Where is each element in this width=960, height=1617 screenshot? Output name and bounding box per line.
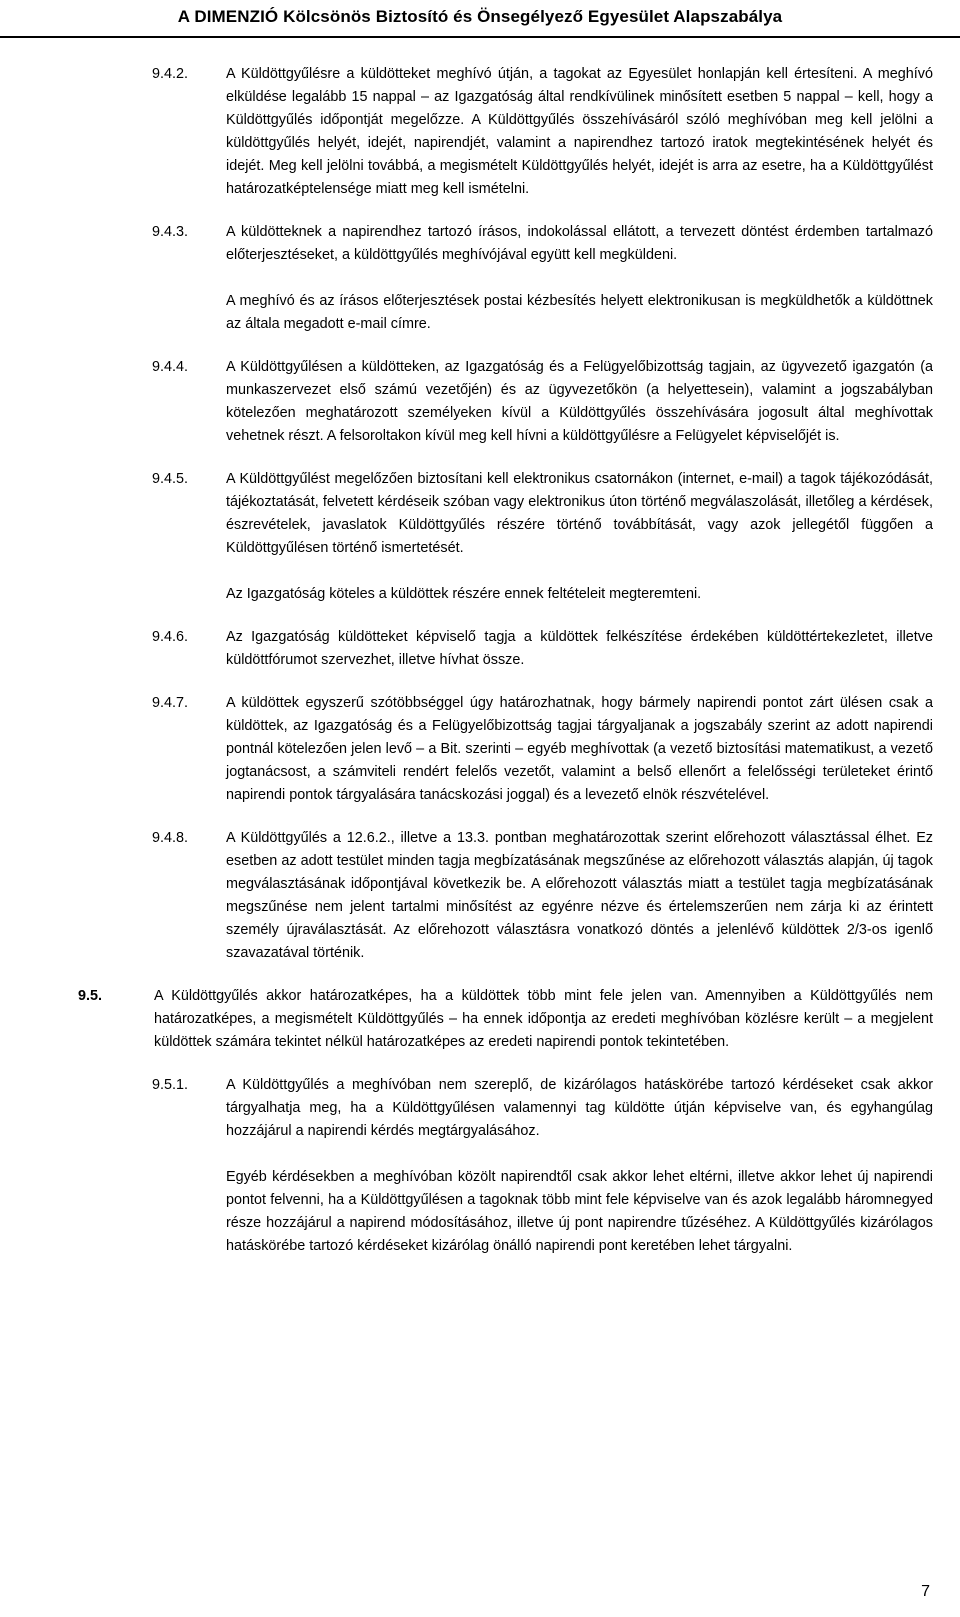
- section-paragraph: A küldöttek egyszerű szótöbbséggel úgy határozhatnak, hogy bármely napirendi pontot zárt ülésen csak a küldöttek, az Igazgatóság és a Felügyelőbizottság tagjai tárgyaljanak a jogszabály szerint az adott napirendi pontnál kötelezően jelen levő – a Bit. szerinti – egyéb meghívottak (a vezető biztosítási matematikust, a vezető jogtanácsost, a számviteli rendért felelős vezetőt, valamint a belső ellenőrt a felelősségi területeket érintő napirendi pontok tárgyalására tanácskozási joggal) és a levezető elnök részvételével.: [226, 695, 933, 803]
- header-rule: [0, 36, 960, 38]
- section-item: [152, 692, 933, 807]
- section-paragraph: A Küldöttgyűlésre a küldötteket meghívó útján, a tagokat az Egyesület honlapján kell értesíteni. A meghívó elküldése legalább 15 nappal – az Igazgatóság által rendkívülinek minősített esetben 5 nappal – kell, hogy a Küldöttgyűlés időpontját megelőzze. A Küldöttgyűlés összehívásáról szóló meghívóban meg kell jelölni a küldöttgyűlés helyét, idejét, napirendjét, valamint a napirendhez tartozó iratok megtekintésének helyét és idejét. Meg kell jelölni továbbá, a megismételt Küldöttgyűlés helyét, idejét is arra az esetre, ha a Küldöttgyűlést határozatképtelensége miatt meg kell ismételni.: [226, 66, 933, 197]
- section-number: 9.4.5.: [152, 471, 189, 487]
- section-body: [226, 692, 933, 807]
- section-paragraph: A Küldöttgyűlést megelőzően biztosítani kell elektronikus csatornákon (internet, e-mail) a tagok tájékozódását, tájékoztatását, felvetett kérdéseik szóban vagy elektronikus úton történő megválaszolását, illetőleg a kérdések, észrevételek, javaslatok Küldöttgyűlés részére történő továbbítását, vagy azok jellegétől függően a Küldöttgyűlésen történő ismertetését.: [226, 471, 933, 556]
- section-body: [226, 626, 933, 672]
- section-body: [154, 985, 933, 1054]
- section-item: [152, 1074, 933, 1258]
- section-paragraph: A Küldöttgyűlés a 12.6.2., illetve a 13.3. pontban meghatározottak szerint előrehozott választással élhet. Ez esetben az adott testület minden tagja megbízatásának megszűnése az előrehozott választás alapján, új tagok megválasztásának időpontjával következik be. A előrehozott választás miatt a testület tagja megbízatásának megszűnése nem jelent tartalmi minősítést az egyénre nézve és értelemszerűen nem zárja ki az érintett személy újraválasztását. Az előrehozott választásra vonatkozó döntés a jelenlévő küldöttek 2/3-os igenlő szavazatával történik.: [226, 830, 933, 961]
- header-title: A DIMENZIÓ Kölcsönös Biztosító és Önsegélyező Egyesület Alapszabálya: [177, 7, 783, 26]
- section-number: 9.4.6.: [152, 629, 189, 645]
- section-item: [152, 221, 933, 336]
- section-body: [226, 1074, 933, 1258]
- section-item: [152, 468, 933, 606]
- section-number: 9.5.1.: [152, 1077, 189, 1093]
- section-paragraph: Az Igazgatóság küldötteket képviselő tagja a küldöttek felkészítése érdekében küldöttértekezletet, illetve küldöttfórumot szervezhet, illetve hívhat össze.: [226, 629, 933, 668]
- section-paragraph: A Küldöttgyűlés akkor határozatképes, ha a küldöttek több mint fele jelen van. Amennyiben a Küldöttgyűlés nem határozatképes, a megismételt Küldöttgyűlés – ha ennek időpontja az eredeti meghívóban közlésre került – a megjelent küldöttek számára tekintet nélkül határozatképes az eredeti napirendi pontok tekintetében.: [154, 988, 933, 1050]
- section-item: [152, 827, 933, 965]
- section-body: [226, 356, 933, 448]
- section-body: [226, 468, 933, 606]
- section-paragraph: A Küldöttgyűlés a meghívóban nem szereplő, de kizárólagos hatáskörébe tartozó kérdéseket csak akkor tárgyalhatja meg, ha a Küldöttgyűlésen valamennyi tag küldötte útján képviselve van, és egyhangúlag hozzájárul a napirendi kérdés megtárgyalásához.: [226, 1077, 933, 1139]
- section-number: 9.4.3.: [152, 224, 189, 240]
- section-body: [226, 221, 933, 336]
- section-number: 9.4.8.: [152, 830, 189, 846]
- section-paragraph: Egyéb kérdésekben a meghívóban közölt napirendtől csak akkor lehet eltérni, illetve akkor lehet új napirendi pontot felvenni, ha a Küldöttgyűlésen a tagoknak több mint fele képviselve van és azok legalább háromnegyed része hozzájárul a napirend módosításához, illetve új pont napirendre tűzéséhez. A Küldöttgyűlés kizárólagos hatáskörébe tartozó kérdéseket kizárólag önálló napirendi pont keretében lehet tárgyalni.: [226, 1169, 933, 1254]
- section-paragraph: Az Igazgatóság köteles a küldöttek részére ennek feltételeit megteremteni.: [226, 586, 702, 602]
- section-item: [152, 626, 933, 672]
- section-item: [78, 985, 933, 1054]
- section-paragraph: A Küldöttgyűlésen a küldötteken, az Igazgatóság és a Felügyelőbizottság tagjain, az ügyvezető igazgatón (a munkaszervezet első számú vezetőjén) és az ügyvezetőkön (a helyettesein), valamint a jogszabályban kötelezően meghatározott személyeken kívül a Küldöttgyűlés összehívására jogosult által meghívottak vehetnek részt. A felsoroltakon kívül meg kell hívni a küldöttgyűlésre a Felügyelet képviselőjét is.: [226, 359, 933, 444]
- section-body: [226, 63, 933, 201]
- section-item: [152, 63, 933, 201]
- document-body: [78, 63, 933, 1258]
- section-body: [226, 827, 933, 965]
- section-number: 9.5.: [78, 988, 103, 1004]
- section-item: [152, 356, 933, 448]
- section-number: 9.4.7.: [152, 695, 189, 711]
- section-paragraph: A küldötteknek a napirendhez tartozó írásos, indokolással ellátott, a tervezett döntést érdemben tartalmazó előterjesztéseket, a küldöttgyűlés meghívójával együtt kell megküldeni.: [226, 224, 933, 263]
- section-number: 9.4.4.: [152, 359, 189, 375]
- page-header: [0, 0, 960, 34]
- page-number: 7: [921, 1583, 930, 1600]
- section-number: 9.4.2.: [152, 66, 189, 82]
- section-paragraph: A meghívó és az írásos előterjesztések postai kézbesítés helyett elektronikusan is megküldhetők a küldöttnek az általa megadott e-mail címre.: [226, 293, 933, 332]
